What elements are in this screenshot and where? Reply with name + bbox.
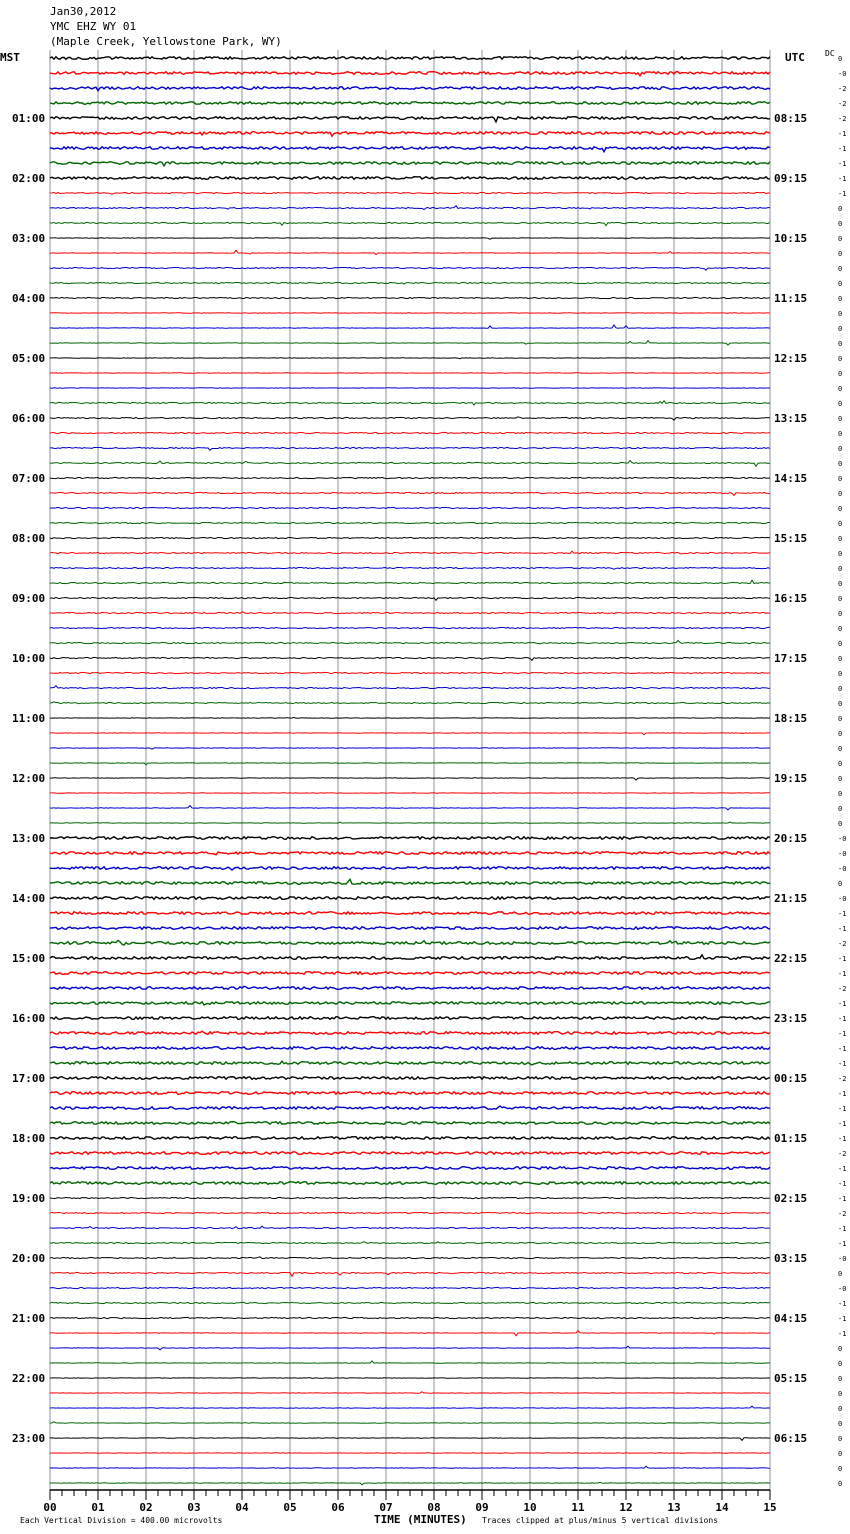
trace-14 bbox=[50, 267, 770, 270]
dc-offset-label-49: 0 bbox=[838, 790, 843, 798]
x-tick-label-6: 06 bbox=[331, 1501, 345, 1514]
mst-hour-label-18: 19:00 bbox=[12, 1192, 46, 1205]
dc-offset-label-6: -1 bbox=[838, 145, 847, 153]
dc-offset-label-16: 0 bbox=[838, 295, 843, 303]
mst-hour-label-21: 22:00 bbox=[12, 1372, 46, 1385]
dc-offset-label-56: -0 bbox=[838, 895, 847, 903]
dc-offset-label-70: -1 bbox=[838, 1105, 847, 1113]
trace-60 bbox=[50, 955, 770, 959]
trace-91 bbox=[50, 1422, 770, 1424]
dc-offset-label-33: 0 bbox=[838, 550, 843, 558]
trace-61 bbox=[50, 972, 770, 975]
trace-69 bbox=[50, 1092, 770, 1095]
dc-offset-label-80: -0 bbox=[838, 1255, 847, 1263]
trace-86 bbox=[50, 1346, 770, 1350]
trace-94 bbox=[50, 1466, 770, 1468]
trace-48 bbox=[50, 778, 770, 780]
utc-hour-label-6: 14:15 bbox=[774, 472, 808, 485]
trace-27 bbox=[50, 460, 770, 466]
mst-hour-label-5: 06:00 bbox=[12, 412, 46, 425]
utc-hour-label-0: 08:15 bbox=[774, 112, 808, 125]
utc-hour-label-8: 16:15 bbox=[774, 592, 808, 605]
trace-51 bbox=[50, 822, 770, 823]
x-tick-label-0: 00 bbox=[43, 1501, 57, 1514]
dc-offset-label-36: 0 bbox=[838, 595, 843, 603]
mst-hour-label-9: 10:00 bbox=[12, 652, 46, 665]
trace-12 bbox=[50, 238, 770, 240]
trace-55 bbox=[50, 879, 770, 884]
trace-89 bbox=[50, 1392, 770, 1393]
trace-81 bbox=[50, 1272, 770, 1276]
dc-offset-label-78: -1 bbox=[838, 1225, 847, 1233]
mst-hour-label-19: 20:00 bbox=[12, 1252, 46, 1265]
trace-20 bbox=[50, 358, 770, 359]
trace-72 bbox=[50, 1137, 770, 1140]
dc-offset-label-67: -1 bbox=[838, 1060, 847, 1068]
trace-42 bbox=[50, 686, 770, 689]
dc-offset-label-21: 0 bbox=[838, 370, 843, 378]
trace-85 bbox=[50, 1331, 770, 1336]
dc-offset-label-94: 0 bbox=[838, 1465, 843, 1473]
mst-hour-label-22: 23:00 bbox=[12, 1432, 46, 1445]
trace-21 bbox=[50, 373, 770, 374]
utc-hour-label-14: 22:15 bbox=[774, 952, 808, 965]
dc-offset-label-53: -0 bbox=[838, 850, 847, 858]
mst-hour-label-8: 09:00 bbox=[12, 592, 46, 605]
trace-28 bbox=[50, 477, 770, 478]
trace-13 bbox=[50, 250, 770, 254]
dc-offset-label-62: -2 bbox=[838, 985, 847, 993]
trace-3 bbox=[50, 102, 770, 105]
trace-80 bbox=[50, 1257, 770, 1259]
dc-offset-label-93: 0 bbox=[838, 1450, 843, 1458]
dc-offset-label-69: -1 bbox=[838, 1090, 847, 1098]
dc-offset-label-54: -0 bbox=[838, 865, 847, 873]
dc-offset-label-26: 0 bbox=[838, 445, 843, 453]
trace-82 bbox=[50, 1287, 770, 1288]
dc-offset-label-83: -1 bbox=[838, 1300, 847, 1308]
trace-58 bbox=[50, 927, 770, 930]
mst-hour-label-2: 03:00 bbox=[12, 232, 46, 245]
trace-46 bbox=[50, 748, 770, 749]
utc-hour-label-2: 10:15 bbox=[774, 232, 808, 245]
dc-offset-label-30: 0 bbox=[838, 505, 843, 513]
dc-offset-label-8: -1 bbox=[838, 175, 847, 183]
trace-78 bbox=[50, 1226, 770, 1229]
dc-offset-label-95: 0 bbox=[838, 1480, 843, 1488]
dc-offset-label-43: 0 bbox=[838, 700, 843, 708]
dc-offset-label-55: 0 bbox=[838, 880, 843, 888]
trace-26 bbox=[50, 447, 770, 450]
trace-34 bbox=[50, 567, 770, 569]
dc-offset-label-64: -1 bbox=[838, 1015, 847, 1023]
dc-offset-label-39: 0 bbox=[838, 640, 843, 648]
trace-11 bbox=[50, 222, 770, 225]
trace-77 bbox=[50, 1212, 770, 1213]
dc-offset-label-31: 0 bbox=[838, 520, 843, 528]
utc-hour-label-11: 19:15 bbox=[774, 772, 808, 785]
trace-64 bbox=[50, 1017, 770, 1020]
dc-offset-label-1: -0 bbox=[838, 70, 847, 78]
dc-offset-label-19: 0 bbox=[838, 340, 843, 348]
utc-hour-label-20: 04:15 bbox=[774, 1312, 808, 1325]
trace-6 bbox=[50, 147, 770, 152]
trace-40 bbox=[50, 657, 770, 660]
trace-1 bbox=[50, 72, 770, 76]
trace-44 bbox=[50, 717, 770, 718]
dc-offset-label-32: 0 bbox=[838, 535, 843, 543]
dc-offset-label-42: 0 bbox=[838, 685, 843, 693]
dc-offset-label-50: 0 bbox=[838, 805, 843, 813]
dc-offset-label-12: 0 bbox=[838, 235, 843, 243]
dc-offset-label-38: 0 bbox=[838, 625, 843, 633]
trace-74 bbox=[50, 1167, 770, 1170]
x-tick-label-11: 11 bbox=[571, 1501, 585, 1514]
trace-5 bbox=[50, 132, 770, 137]
trace-29 bbox=[50, 492, 770, 495]
mst-hour-label-6: 07:00 bbox=[12, 472, 46, 485]
x-tick-label-13: 13 bbox=[667, 1501, 681, 1514]
trace-83 bbox=[50, 1302, 770, 1303]
trace-62 bbox=[50, 986, 770, 989]
dc-offset-label-25: 0 bbox=[838, 430, 843, 438]
dc-offset-label-81: 0 bbox=[838, 1270, 843, 1278]
dc-offset-label-65: -1 bbox=[838, 1030, 847, 1038]
trace-16 bbox=[50, 297, 770, 298]
utc-hour-label-9: 17:15 bbox=[774, 652, 808, 665]
trace-79 bbox=[50, 1242, 770, 1244]
utc-hour-label-4: 12:15 bbox=[774, 352, 808, 365]
dc-offset-label-11: 0 bbox=[838, 220, 843, 228]
trace-65 bbox=[50, 1031, 770, 1034]
mst-hour-label-1: 02:00 bbox=[12, 172, 46, 185]
dc-offset-label-7: -1 bbox=[838, 160, 847, 168]
dc-offset-label-18: 0 bbox=[838, 325, 843, 333]
dc-offset-label-63: -1 bbox=[838, 1000, 847, 1008]
mst-hour-label-10: 11:00 bbox=[12, 712, 46, 725]
trace-90 bbox=[50, 1406, 770, 1408]
utc-hour-label-13: 21:15 bbox=[774, 892, 808, 905]
dc-offset-label-24: 0 bbox=[838, 415, 843, 423]
trace-8 bbox=[50, 177, 770, 180]
dc-offset-label-61: -1 bbox=[838, 970, 847, 978]
x-tick-label-7: 07 bbox=[379, 1501, 393, 1514]
x-tick-label-12: 12 bbox=[619, 1501, 633, 1514]
dc-offset-label-57: -1 bbox=[838, 910, 847, 918]
dc-label: DC bbox=[825, 49, 835, 58]
dc-offset-label-59: -2 bbox=[838, 940, 847, 948]
dc-offset-label-79: -1 bbox=[838, 1240, 847, 1248]
x-axis-label: TIME (MINUTES) bbox=[374, 1513, 467, 1526]
trace-67 bbox=[50, 1061, 770, 1065]
x-tick-label-1: 01 bbox=[91, 1501, 105, 1514]
trace-63 bbox=[50, 1002, 770, 1005]
dc-offset-label-15: 0 bbox=[838, 280, 843, 288]
dc-offset-label-2: -2 bbox=[838, 85, 847, 93]
utc-hour-label-1: 09:15 bbox=[774, 172, 808, 185]
utc-hour-label-16: 00:15 bbox=[774, 1072, 808, 1085]
mst-hour-label-17: 18:00 bbox=[12, 1132, 46, 1145]
mst-hour-label-20: 21:00 bbox=[12, 1312, 46, 1325]
utc-hour-label-7: 15:15 bbox=[774, 532, 808, 545]
trace-71 bbox=[50, 1122, 770, 1125]
dc-offset-label-23: 0 bbox=[838, 400, 843, 408]
dc-offset-label-0: 0 bbox=[838, 55, 843, 63]
utc-hour-label-12: 20:15 bbox=[774, 832, 808, 845]
trace-33 bbox=[50, 551, 770, 554]
x-tick-label-3: 03 bbox=[187, 1501, 201, 1514]
trace-54 bbox=[50, 867, 770, 870]
dc-offset-label-73: -2 bbox=[838, 1150, 847, 1158]
dc-offset-label-75: -1 bbox=[838, 1180, 847, 1188]
dc-offset-label-3: -2 bbox=[838, 100, 847, 108]
dc-offset-label-46: 0 bbox=[838, 745, 843, 753]
mst-hour-label-0: 01:00 bbox=[12, 112, 46, 125]
dc-offset-label-88: 0 bbox=[838, 1375, 843, 1383]
mst-hour-label-16: 17:00 bbox=[12, 1072, 46, 1085]
dc-offset-label-82: -0 bbox=[838, 1285, 847, 1293]
trace-66 bbox=[50, 1047, 770, 1050]
trace-32 bbox=[50, 537, 770, 538]
x-tick-label-9: 09 bbox=[475, 1501, 489, 1514]
trace-43 bbox=[50, 702, 770, 704]
utc-hour-label-22: 06:15 bbox=[774, 1432, 808, 1445]
dc-offset-label-35: 0 bbox=[838, 580, 843, 588]
trace-70 bbox=[50, 1106, 770, 1109]
trace-25 bbox=[50, 432, 770, 433]
trace-68 bbox=[50, 1077, 770, 1080]
trace-19 bbox=[50, 341, 770, 345]
utc-hour-label-3: 11:15 bbox=[774, 292, 808, 305]
trace-38 bbox=[50, 627, 770, 628]
trace-50 bbox=[50, 806, 770, 810]
dc-offset-label-10: 0 bbox=[838, 205, 843, 213]
mst-hour-label-7: 08:00 bbox=[12, 532, 46, 545]
dc-offset-label-4: -2 bbox=[838, 115, 847, 123]
trace-53 bbox=[50, 852, 770, 855]
trace-35 bbox=[50, 580, 770, 583]
dc-offset-label-29: 0 bbox=[838, 490, 843, 498]
trace-39 bbox=[50, 640, 770, 644]
trace-2 bbox=[50, 87, 770, 91]
trace-73 bbox=[50, 1152, 770, 1155]
trace-31 bbox=[50, 522, 770, 523]
dc-offset-label-89: 0 bbox=[838, 1390, 843, 1398]
right-timezone-label: UTC bbox=[785, 51, 805, 64]
header-location: (Maple Creek, Yellowstone Park, WY) bbox=[50, 35, 282, 48]
trace-75 bbox=[50, 1182, 770, 1185]
dc-offset-label-48: 0 bbox=[838, 775, 843, 783]
dc-offset-label-40: 0 bbox=[838, 655, 843, 663]
scale-note: Each Vertical Division = 400.00 microvolts bbox=[20, 1516, 223, 1525]
utc-hour-label-15: 23:15 bbox=[774, 1012, 808, 1025]
dc-offset-label-51: 0 bbox=[838, 820, 843, 828]
dc-offset-label-92: 0 bbox=[838, 1435, 843, 1443]
dc-offset-label-71: -1 bbox=[838, 1120, 847, 1128]
dc-offset-label-74: -1 bbox=[838, 1165, 847, 1173]
trace-47 bbox=[50, 763, 770, 765]
trace-92 bbox=[50, 1438, 770, 1441]
dc-offset-label-87: 0 bbox=[838, 1360, 843, 1368]
utc-hour-label-17: 01:15 bbox=[774, 1132, 808, 1145]
dc-offset-label-58: -1 bbox=[838, 925, 847, 933]
dc-offset-label-45: 0 bbox=[838, 730, 843, 738]
dc-offset-label-66: -1 bbox=[838, 1045, 847, 1053]
trace-41 bbox=[50, 672, 770, 673]
trace-9 bbox=[50, 192, 770, 194]
trace-95 bbox=[50, 1482, 770, 1484]
utc-hour-label-19: 03:15 bbox=[774, 1252, 808, 1265]
trace-49 bbox=[50, 793, 770, 794]
utc-hour-label-10: 18:15 bbox=[774, 712, 808, 725]
dc-offset-label-68: -2 bbox=[838, 1075, 847, 1083]
trace-15 bbox=[50, 282, 770, 284]
trace-93 bbox=[50, 1453, 770, 1454]
x-tick-label-5: 05 bbox=[283, 1501, 297, 1514]
dc-offset-label-44: 0 bbox=[838, 715, 843, 723]
dc-offset-label-76: -1 bbox=[838, 1195, 847, 1203]
mst-hour-label-11: 12:00 bbox=[12, 772, 46, 785]
dc-offset-label-84: -1 bbox=[838, 1315, 847, 1323]
trace-17 bbox=[50, 313, 770, 314]
dc-offset-label-86: 0 bbox=[838, 1345, 843, 1353]
left-timezone-label: MST bbox=[0, 51, 20, 64]
dc-offset-label-28: 0 bbox=[838, 475, 843, 483]
dc-offset-label-85: -1 bbox=[838, 1330, 847, 1338]
dc-offset-label-22: 0 bbox=[838, 385, 843, 393]
x-tick-label-2: 02 bbox=[139, 1501, 153, 1514]
trace-76 bbox=[50, 1197, 770, 1198]
trace-57 bbox=[50, 912, 770, 915]
dc-offset-label-27: 0 bbox=[838, 460, 843, 468]
trace-36 bbox=[50, 597, 770, 600]
utc-hour-label-21: 05:15 bbox=[774, 1372, 808, 1385]
trace-4 bbox=[50, 117, 770, 122]
dc-offset-label-72: -1 bbox=[838, 1135, 847, 1143]
trace-45 bbox=[50, 733, 770, 735]
mst-hour-label-3: 04:00 bbox=[12, 292, 46, 305]
dc-offset-label-41: 0 bbox=[838, 670, 843, 678]
mst-hour-label-4: 05:00 bbox=[12, 352, 46, 365]
dc-offset-label-34: 0 bbox=[838, 565, 843, 573]
trace-56 bbox=[50, 897, 770, 900]
dc-offset-label-52: -0 bbox=[838, 835, 847, 843]
x-tick-label-8: 08 bbox=[427, 1501, 441, 1514]
dc-offset-label-91: 0 bbox=[838, 1420, 843, 1428]
trace-23 bbox=[50, 401, 770, 405]
trace-37 bbox=[50, 612, 770, 614]
header-date: Jan30,2012 bbox=[50, 5, 117, 18]
mst-hour-label-14: 15:00 bbox=[12, 952, 46, 965]
trace-18 bbox=[50, 325, 770, 328]
trace-10 bbox=[50, 206, 770, 210]
dc-offset-label-20: 0 bbox=[838, 355, 843, 363]
trace-52 bbox=[50, 837, 770, 840]
x-tick-label-14: 14 bbox=[715, 1501, 729, 1514]
trace-30 bbox=[50, 507, 770, 508]
dc-offset-label-47: 0 bbox=[838, 760, 843, 768]
dc-offset-label-14: 0 bbox=[838, 265, 843, 273]
trace-0 bbox=[50, 57, 770, 60]
trace-59 bbox=[50, 940, 770, 945]
x-tick-label-10: 10 bbox=[523, 1501, 537, 1514]
trace-24 bbox=[50, 417, 770, 420]
x-tick-label-4: 04 bbox=[235, 1501, 249, 1514]
dc-offset-label-77: -2 bbox=[838, 1210, 847, 1218]
dc-offset-label-37: 0 bbox=[838, 610, 843, 618]
utc-hour-label-5: 13:15 bbox=[774, 412, 808, 425]
dc-offset-label-9: -1 bbox=[838, 190, 847, 198]
trace-7 bbox=[50, 162, 770, 166]
utc-hour-label-18: 02:15 bbox=[774, 1192, 808, 1205]
dc-offset-label-17: 0 bbox=[838, 310, 843, 318]
mst-hour-label-13: 14:00 bbox=[12, 892, 46, 905]
clip-note: Traces clipped at plus/minus 5 vertical divisions bbox=[482, 1516, 719, 1525]
trace-87 bbox=[50, 1361, 770, 1363]
trace-22 bbox=[50, 388, 770, 389]
dc-offset-label-60: -1 bbox=[838, 955, 847, 963]
dc-offset-label-5: -1 bbox=[838, 130, 847, 138]
header-station: YMC EHZ WY 01 bbox=[50, 20, 137, 33]
mst-hour-label-12: 13:00 bbox=[12, 832, 46, 845]
dc-offset-label-13: 0 bbox=[838, 250, 843, 258]
mst-hour-label-15: 16:00 bbox=[12, 1012, 46, 1025]
dc-offset-label-90: 0 bbox=[838, 1405, 843, 1413]
trace-84 bbox=[50, 1317, 770, 1318]
x-tick-label-15: 15 bbox=[763, 1501, 777, 1514]
